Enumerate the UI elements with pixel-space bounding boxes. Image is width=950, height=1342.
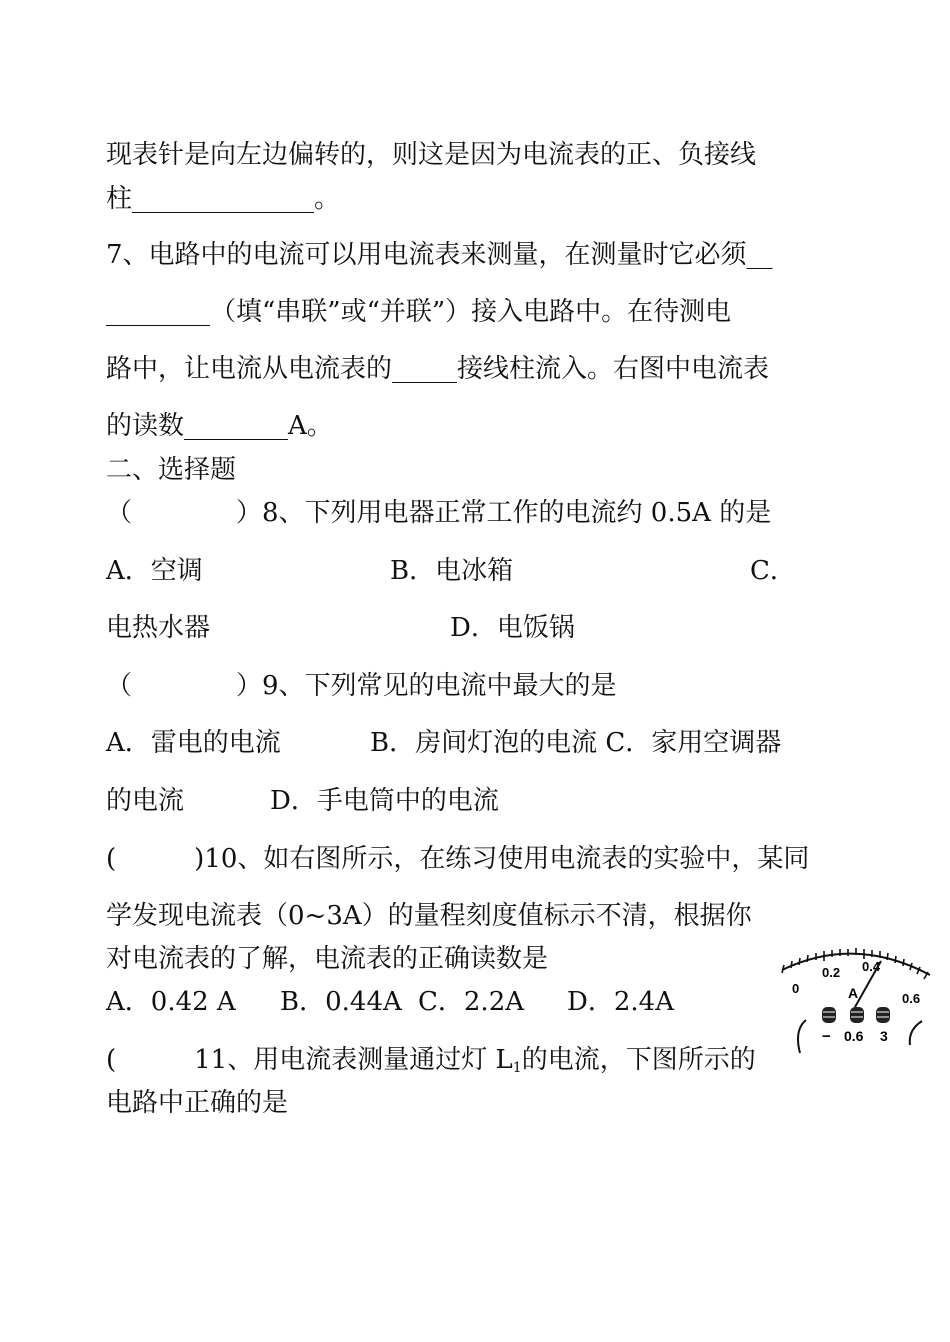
scale-label-0-2: 0.2 xyxy=(822,965,841,980)
question-11-line: 电路中正确的是 xyxy=(106,1088,289,1118)
terminal-label-3: 3 xyxy=(880,1028,888,1044)
question-7-line: 7、电路中的电流可以用电流表来测量，在测量时它必须__ xyxy=(106,240,773,270)
question-10-line: 学发现电流表（0~3A）的量程刻度值标示不清，根据你 xyxy=(106,901,752,931)
terminals xyxy=(822,1007,890,1023)
option-a: A．雷电的电流 xyxy=(106,728,281,758)
option-d: D．手电筒中的电流 xyxy=(270,786,499,816)
option-d: D．2.4A xyxy=(567,987,674,1017)
scale-label-0: 0 xyxy=(792,981,800,996)
question-11-stem xyxy=(106,1045,756,1083)
option-c: C．2.2A xyxy=(418,987,525,1017)
question-11-text: ( 11、用电流表测量通过灯 L xyxy=(106,1045,513,1075)
option-a: A．0.42 A xyxy=(106,987,236,1017)
unit-label: A xyxy=(848,985,859,1001)
text-line: 现表针是向左边偏转的，则这是因为电流表的正、负接线 xyxy=(106,140,757,170)
question-11-text-cont: 的电流，下图所示的 xyxy=(521,1045,756,1075)
question-7-line: 路中，让电流从电流表的_____接线柱流入。右图中电流表 xyxy=(106,354,770,384)
scale-label-0-4: 0.4 xyxy=(862,959,881,974)
ammeter-figure xyxy=(770,935,940,1055)
section-heading: 二、选择题 xyxy=(106,455,237,485)
dial-arc xyxy=(782,954,930,975)
question-10-stem: ( )10、如右图所示，在练习使用电流表的实验中，某同 xyxy=(106,844,810,874)
question-10-line: 对电流表的了解，电流表的正确读数是 xyxy=(106,944,549,974)
question-7-line: 的读数________A。 xyxy=(106,411,333,441)
subscript-1: 1 xyxy=(512,1060,522,1076)
scale-label-0-6: 0.6 xyxy=(902,991,921,1006)
terminal-0-6 xyxy=(850,1007,864,1023)
option-b: B．电冰箱 xyxy=(390,556,514,586)
option-a: A．空调 xyxy=(106,556,203,586)
text-line: 柱______________。 xyxy=(106,184,341,214)
option-c: C． xyxy=(750,556,796,586)
terminal-negative xyxy=(822,1007,836,1023)
option-b: B．0.44A xyxy=(280,987,402,1017)
option-c-text: 电热水器 xyxy=(106,613,211,643)
terminal-label-negative: − xyxy=(822,1028,831,1045)
question-8-stem: （ ）8、下列用电器正常工作的电流约 0.5A 的是 xyxy=(106,498,772,528)
option-c-text: 的电流 xyxy=(106,786,185,816)
question-9-stem: （ ）9、下列常见的电流中最大的是 xyxy=(106,671,617,701)
option-d: D．电饭锅 xyxy=(450,613,575,643)
question-7-line: ________（填“串联”或“并联”）接入电路中。在待测电 xyxy=(106,297,732,327)
terminal-3 xyxy=(876,1007,890,1023)
option-b-c: B．房间灯泡的电流 C．家用空调器 xyxy=(370,728,782,758)
terminal-label-0-6: 0.6 xyxy=(844,1028,864,1044)
